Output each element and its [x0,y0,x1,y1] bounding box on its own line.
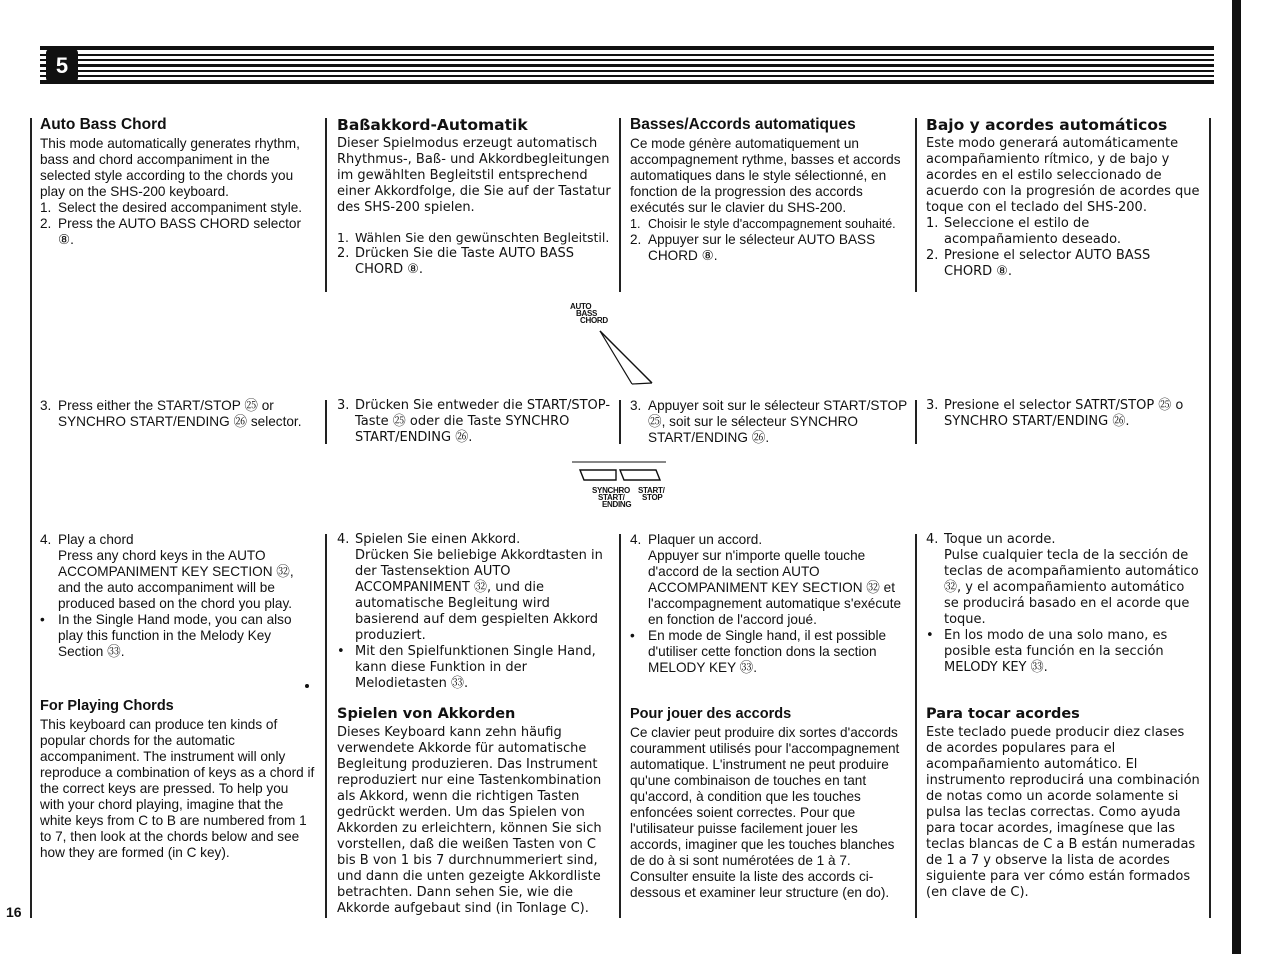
german-step-3: 3. Drücken Sie entweder die START/STOP-Taste ㉕ oder die Taste SYNCHRO START/ENDING ㉖. [337,398,611,445]
intro-text: Dieser Spielmodus erzeugt automatisch Rhythmus-, Baß- und Akkordbegleitungen im gewählten Begleitstil entsprechend einer Akkordfolge, die Sie auf der Tastatur des SHS-200 spielen. [337,136,611,215]
step-2: 2. Presione el selector AUTO BASS CHORD ⑧. [926,248,1151,279]
section-title: Auto Bass Chord [40,116,167,133]
bullet-note: • Mit den Spielfunktionen Single Hand, kann diese Funktion in der Melodietasten ㉝. [337,644,596,691]
english-step-3: 3. Press either the START/STOP ㉕ or SYNCHRO START/ENDING ㉖ selector. [40,398,302,429]
step-2: 2. Drücken Sie die Taste AUTO BASS CHORD ⑧. [337,246,574,277]
english-column-top [40,116,318,248]
intro-text: Ce mode génère automatiquement un accompagnement rythme, basses et accords automatiques dans le style sélectionné, en fonction de la progression des accords exécutés sur le clavier du SHS-200. [630,136,901,215]
subsection-title: Para tocar acordes [926,706,1080,722]
french-column-bottom [630,532,906,901]
section-title: Bajo y acordes automáticos [926,116,1168,134]
spanish-column-bottom [926,532,1202,901]
french-column-top [630,116,908,264]
bullet-note: • En mode de Single hand, il est possible d'utiliser cette fonction dons la section MELODY KEY ㉝. [630,628,887,675]
bullet-note: • In the Single Hand mode, you can also play this function in the Melody Key Section ㉝. [40,612,292,659]
section-title: Basses/Accords automatiques [630,116,856,133]
french-step-3: 3. Appuyer soit sur le sélecteur START/STOP ㉕, soit sur le sélecteur SYNCHRO START/ENDING ㉖. [630,398,907,445]
figure-label: START/ [598,493,625,502]
figure-label: STOP [642,493,663,502]
selector-buttons-drawing [570,456,670,482]
step-1: 1. Select the desired accompaniment style. [40,200,303,215]
subsection-text: Ce clavier peut produire dix sortes d'accords couramment utilisés pour l'accompagnement automatique. L'instrument ne peut produire qu'une combinaison de touches en tant qu'accord, à condition que les touches enfoncées soient correctes. Pour que l'utilisateur puisse facilement jouer les accords, imaginer que les touches blanches de do à si sont numérotées de 1 à 7. Consulter ensuite la liste des accords ci-dessous et examiner leur structure (en do). [630,725,900,900]
column-divider [325,118,327,292]
figure-label: START/ [638,486,665,495]
spanish-step-3: 3. Presione el selector SATRT/STOP ㉕ o SYNCHRO START/ENDING ㉖. [926,398,1184,429]
intro-text: Este modo generará automáticamente acompañamiento rítmico, y de bajo y acordes en el estilo seleccionado de acuerdo con la progresión de acordes que toque con el teclado del SHS-200. [926,136,1200,215]
spanish-column-top [926,116,1202,280]
step-2: 2. Press the AUTO BASS CHORD selector ⑧. [40,216,302,247]
step-1: 1. Seleccione el estilo de acompañamiento deseado. [926,216,1121,247]
column-divider [325,400,327,444]
column-divider [915,118,917,292]
section-header-band [40,46,1214,86]
step-4: 4. Spielen Sie einen Akkord. [337,532,521,547]
subsection-title: Spielen von Akkorden [337,706,516,722]
subsection-text: Este teclado puede producir diez clases de acordes populares para el acompañamiento automático. El instrumento reproducirá una combinación de notas como un acorde solamente si pulsa las teclas correctas. Como ayuda para tocar acordes, imagínese que las teclas blancas de C a B están numeradas de 1 a 7 y observe la lista de acordes siguiente para ver cómo están formados (en clave de C). [926,725,1200,900]
subsection-text: This keyboard can produce ten kinds of popular chords for the automatic accompaniment. The instrument will only reproduce a combination of keys as a chord if the correct keys are pressed. To help you with your chord playing, imagine that the white keys from C to B are numbered from 1 to 7, then look at the chords below and see how they are formed (in C key). [40,717,315,860]
intro-text: This mode automatically generates rhythm, bass and chord accompaniment in the selected style according to the chords you play on the SHS-200 keyboard. [40,136,300,199]
page-edge-bar [1232,0,1241,954]
column-divider [619,118,621,292]
step-1: 1. Wählen Sie den gewünschten Begleitstil. [337,230,610,245]
column-divider [30,118,32,918]
column-divider [915,400,917,444]
subsection-title: For Playing Chords [40,698,174,714]
figure-label: AUTO [570,302,592,311]
step-2: 2. Appuyer sur le sélecteur AUTO BASS CHORD ⑧. [630,232,876,263]
german-column-bottom [337,532,609,917]
section-number-badge: 5 [46,49,78,82]
bullet-note: • En los modo de una solo mano, es posible esta función en la sección MELODY KEY ㉝. [926,628,1168,675]
figure-label: ENDING [602,500,632,509]
subsection-title: Pour jouer des accords [630,706,792,722]
english-column-bottom [40,532,316,861]
step-4-body: Press any chord keys in the AUTO ACCOMPANIMENT KEY SECTION ㉜, and the auto accompaniment will be produced based on the chord you play. [58,548,294,611]
figure-label: CHORD [580,316,608,325]
column-divider [325,534,327,918]
start-stop-figure [570,456,680,514]
column-divider [619,534,621,918]
step-4: 4. Play a chord [40,532,134,547]
step-4: 4. Plaquer un accord. [630,532,763,547]
section-title: Baßakkord-Automatik [337,116,528,134]
page-number: 16 [6,904,22,920]
column-divider [915,534,917,918]
figure-label: BASS [576,309,598,318]
column-divider [619,400,621,444]
step-4-body: Drücken Sie beliebige Akkordtasten in der Tastensektion AUTO ACCOMPANIMENT ㉜, und die automatische Begleitung wird basierend auf dem gespielten Akkord produziert. [355,548,603,643]
stray-dot [305,684,309,688]
selector-button-drawing [588,327,658,387]
figure-label: SYNCHRO [592,486,630,495]
step-4: 4. Toque un acorde. [926,532,1056,547]
german-column-top [337,116,613,278]
step-1: 1. Choisir le style d'accompagnement souhaité. [630,217,896,231]
step-4-body: Appuyer sur n'importe quelle touche d'accord de la section AUTO ACCOMPANIMENT KEY SECTION ㉜ et l'accompagnement automatique s'exécute en fonction de l'accord joué. [648,548,902,627]
step-4-body: Pulse cualquier tecla de la sección de teclas de acompañamiento automático ㉜, y el acompañamiento automático se producirá basado en el acorde que toque. [944,548,1199,627]
auto-bass-chord-figure [568,303,668,393]
column-divider [1209,118,1211,918]
subsection-text: Dieses Keyboard kann zehn häufig verwendete Akkorde für automatische Begleitung produzieren. Das Instrument reproduziert nur eine Tastenkombination als Akkord, wenn die richtigen Tasten gedrückt werden. Um das Spielen von Akkorden zu erleichtern, können Sie sich vorstellen, daß die weißen Tasten von C bis B von 1 bis 7 durchnummeriert sind, und dann die unten gezeigte Akkordliste betrachten. Dann sehen Sie, wie die Akkorde aufgebaut sind (in Tonlage C). [337,725,602,916]
